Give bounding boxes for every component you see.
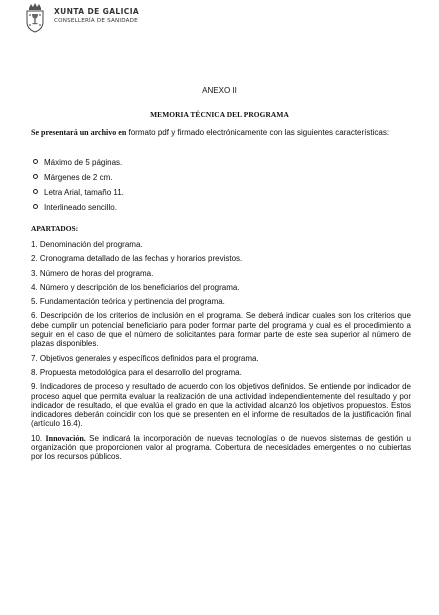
intro-bold-text: Se presentará un archivo en: [31, 128, 127, 137]
list-item: Letra Arial, tamaño 11.: [33, 188, 333, 203]
org-name: XUNTA DE GALICIA: [54, 7, 140, 16]
bullet-icon: [33, 174, 38, 179]
characteristics-list: [33, 158, 333, 218]
section-item: 10. Innovación. Se indicará la incorporación de nuevas tecnologías o de nuevos sistemas de gestión u organización que proporcionen valor al programa. Cobertura de necesidades emergentes o no cubiertas por los recursos públicos.: [31, 433, 411, 462]
section-item: 7. Objetivos generales y específicos definidos para el programa.: [31, 353, 259, 363]
section-item: 3. Número de horas del programa.: [31, 268, 154, 278]
bullet-icon: [33, 159, 38, 164]
section-item: 4. Número y descripción de los beneficiarios del programa.: [31, 282, 240, 292]
list-item: Márgenes de 2 cm.: [33, 173, 333, 188]
coat-of-arms-icon: [20, 2, 50, 34]
header-logo: [20, 2, 160, 34]
bullet-icon: [33, 204, 38, 209]
section-item: 9. Indicadores de proceso y resultado de acuerdo con los objetivos definidos. Se entiende por indicador de proceso aquel que permita evaluar la realización de una actividad independientemente del resultado y por indicador de resultado, el que evalúa el grado en que la actividad alcanzó los objetivos propuestos. Estos indicadores deberán coincidir con los que se presenten en el informe de resultados de la justificación final (artículo 16.4).: [31, 382, 411, 429]
sections-list: [31, 240, 411, 467]
section-item: 1. Denominación del programa.: [31, 240, 143, 249]
list-item: Interlineado sencillo.: [33, 203, 333, 218]
intro-paragraph: [31, 128, 411, 137]
section-item: 2. Cronograma detallado de las fechas y horarios previstos.: [31, 254, 243, 264]
bullet-icon: [33, 189, 38, 194]
org-department: CONSELLERÍA DE SANIDADE: [54, 18, 138, 24]
memo-title: MEMORIA TÉCNICA DEL PROGRAMA: [150, 110, 289, 119]
sections-heading: APARTADOS:: [31, 224, 79, 233]
section-item-bold: Innovación.: [45, 433, 86, 443]
section-item: 6. Descripción de los criterios de inclusión en el programa. Se deberá indicar cuales son los criterios que debe cumplir un potencial beneficiario para poder formar parte del programa y cual es el procedimiento a seguir en el caso de que el número de solicitantes para formar parte de este sea superior al número de plazas disponibles.: [31, 311, 411, 349]
section-item: 5. Fundamentación teórica y pertinencia del programa.: [31, 297, 225, 307]
annex-title: ANEXO II: [202, 86, 237, 95]
intro-text: formato pdf y firmado electrónicamente con las siguientes características:: [128, 128, 390, 137]
list-item: Máximo de 5 páginas.: [33, 158, 333, 173]
section-item: 8. Propuesta metodológica para el desarrollo del programa.: [31, 367, 242, 377]
